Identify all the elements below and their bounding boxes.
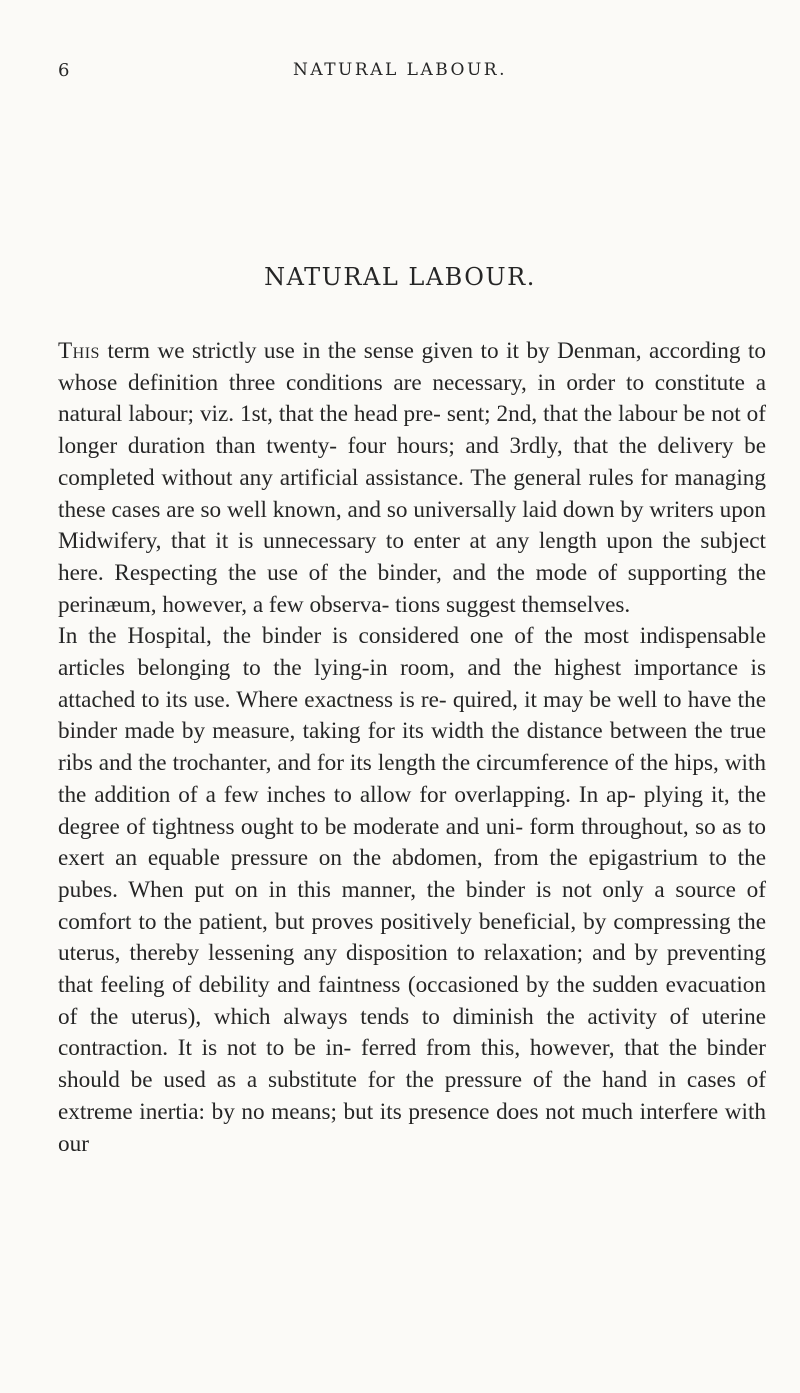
body-text	[58, 336, 766, 1160]
paragraph-1	[58, 336, 766, 621]
paragraph-lead-word: This	[58, 338, 100, 364]
paragraph-text: In the Hospital, the binder is considered one of the most indispensable articles belonging to the lying-in room, and the highest importance is attached to its use. Where exactness is re- quired, it may be well to have the binder made by measure, taking for its width the distance between the true ribs and the trochanter, and for its length the circumference of the hips, with the addition of a few inches to allow for overlapping. In ap- plying it, the degree of tightness ought to be moderate and uni- form throughout, so as to exert an equable pressure on the abdomen, from the epigastrium to the pubes. When put on in this manner, the binder is not only a source of comfort to the patient, but proves positively beneficial, by compressing the uterus, thereby lessening any disposition to relaxation; and by preventing that feeling of debility and faintness (occasioned by the sudden evacuation of the uterus), which always tends to diminish the activity of uterine contraction. It is not to be in- ferred from this, however, that the binder should be used as a substitute for the pressure of the hand in cases of extreme inertia: by no means; but its presence does not much interfere with our	[58, 623, 766, 1157]
paragraph-2	[58, 621, 766, 1160]
running-title: NATURAL LABOUR.	[293, 60, 507, 80]
chapter-title: NATURAL LABOUR.	[264, 263, 536, 291]
paragraph-text: term we strictly use in the sense given to it by Denman, according to whose definition three conditions are necessary, in order to constitute a natural labour; viz. 1st, that the head pre- sent; 2nd, that the labour be not of longer duration than twenty- four hours; and 3rdly, that the delivery be completed without any artificial assistance. The general rules for managing these cases are so well known, and so universally laid down by writers upon Midwifery, that it is unnecessary to enter at any length upon the subject here. Respecting the use of the binder, and the mode of supporting the perinæum, however, a few observa- tions suggest themselves.	[58, 338, 766, 618]
running-head	[58, 60, 742, 88]
page-number: 6	[58, 60, 70, 81]
